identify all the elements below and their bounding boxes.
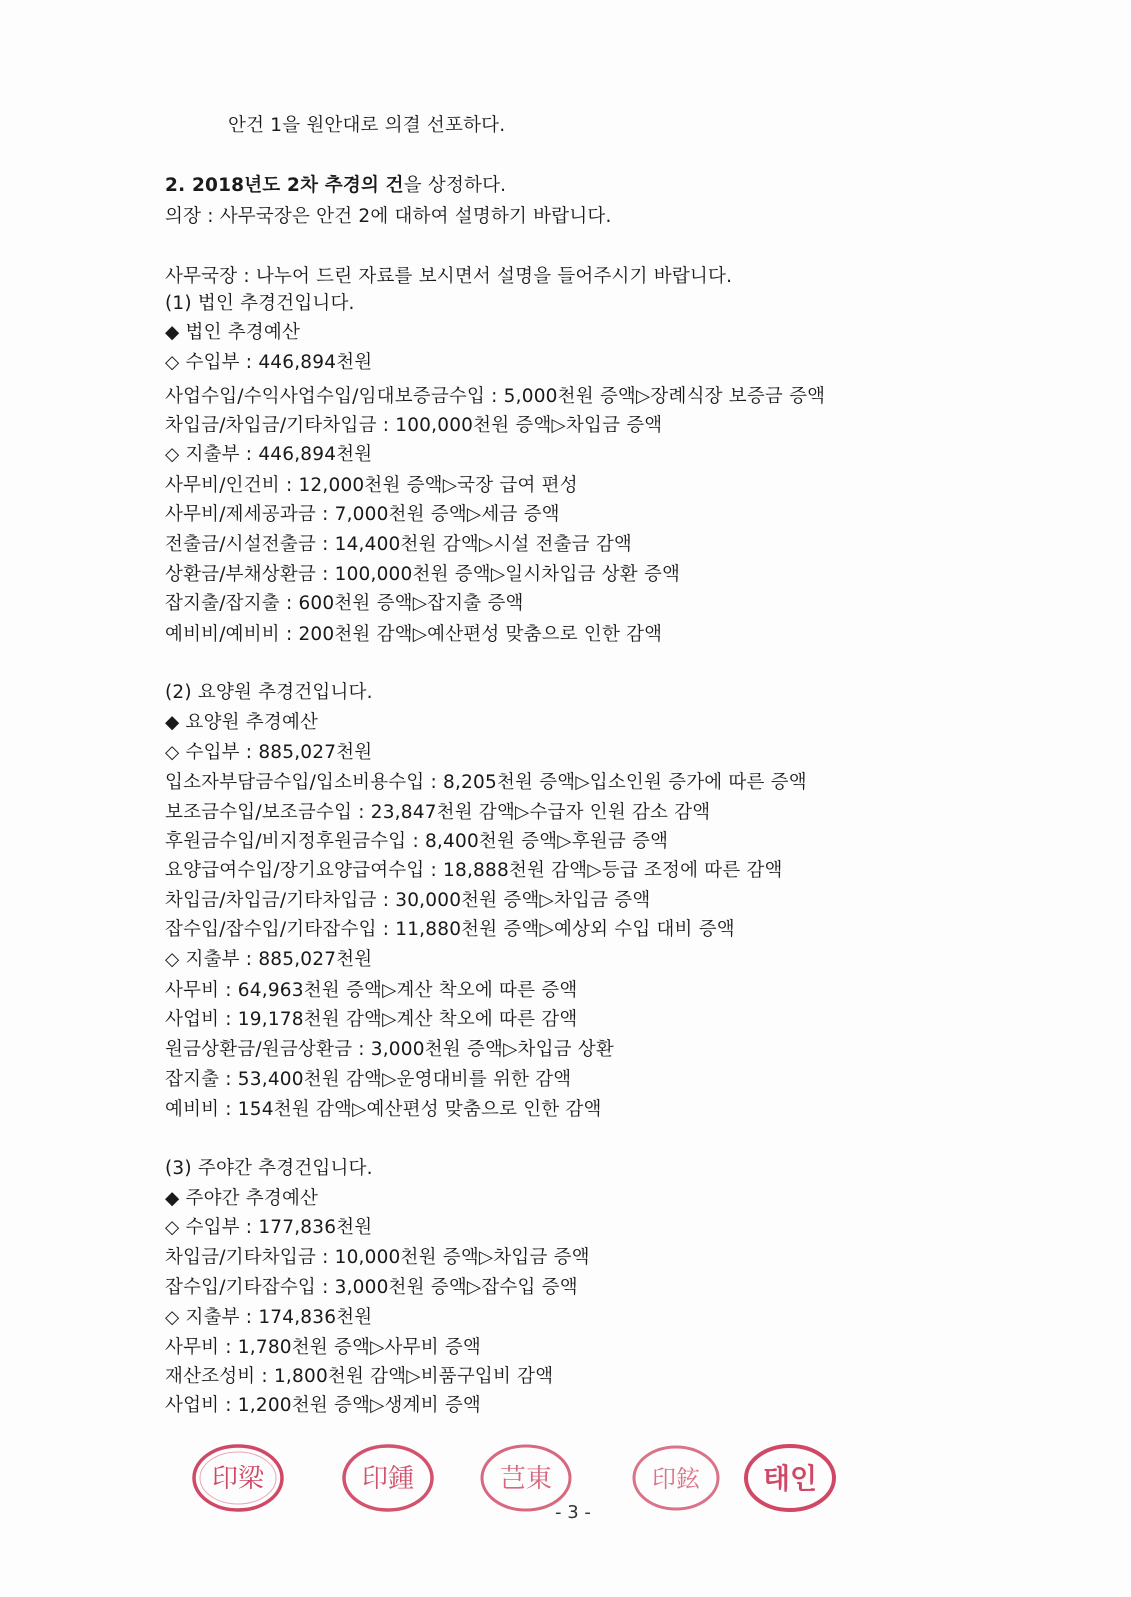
section-1-expense-line: 상환금/부채상환금 : 100,000천원 증액▷일시차입금 상환 증액	[165, 564, 681, 585]
section-1-expense-line: 잡지출/잡지출 : 600천원 증액▷잡지출 증액	[165, 593, 524, 614]
signature-seal-2	[340, 1440, 436, 1518]
section-2-income-line: 요양급여수입/장기요양급여수입 : 18,888천원 감액▷등급 조정에 따른 감액	[165, 860, 783, 881]
section-3-income-line: 차입금/기타차입금 : 10,000천원 증액▷차입금 증액	[165, 1247, 590, 1268]
section-3-income-line: 잡수입/기타잡수입 : 3,000천원 증액▷잡수입 증액	[165, 1277, 578, 1298]
section-1-income-line: 사업수입/수익사업수입/임대보증금수입 : 5,000천원 증액▷장례식장 보증금 증액	[165, 386, 826, 407]
section-3-heading: (3) 주야간 추경건입니다.	[165, 1158, 373, 1179]
section-2-income-line: 후원금수입/비지정후원금수입 : 8,400천원 증액▷후원금 증액	[165, 831, 669, 852]
section-3-income-title: ◇ 수입부 : 177,836천원	[165, 1217, 373, 1238]
section-2-expense-title: ◇ 지출부 : 885,027천원	[165, 949, 373, 970]
section-1-heading: (1) 법인 추경건입니다.	[165, 293, 355, 314]
signature-seal-1	[190, 1440, 286, 1518]
section-2-expense-line: 잡지출 : 53,400천원 감액▷운영대비를 위한 감액	[165, 1069, 572, 1090]
section-2-income-line: 잡수입/잡수입/기타잡수입 : 11,880천원 증액▷예상외 수입 대비 증액	[165, 919, 735, 940]
section-3-expense-title: ◇ 지출부 : 174,836천원	[165, 1307, 373, 1328]
section-1-expense-title: ◇ 지출부 : 446,894천원	[165, 444, 373, 465]
signature-seal-4	[628, 1440, 724, 1518]
agenda-item-2-heading	[165, 174, 506, 198]
chair-statement: 의장 : 사무국장은 안건 2에 대하여 설명하기 바랍니다.	[165, 206, 612, 227]
svg-text:印梁: 印梁	[211, 1464, 265, 1494]
section-1-expense-line: 전출금/시설전출금 : 14,400천원 감액▷시설 전출금 감액	[165, 534, 632, 555]
section-2-income-title: ◇ 수입부 : 885,027천원	[165, 742, 373, 763]
section-1-expense-line: 사무비/제세공과금 : 7,000천원 증액▷세금 증액	[165, 504, 560, 525]
secretary-statement: 사무국장 : 나누어 드린 자료를 보시면서 설명을 들어주시기 바랍니다.	[165, 266, 733, 287]
section-2-expense-line: 사업비 : 19,178천원 감액▷계산 착오에 따른 감액	[165, 1009, 578, 1030]
svg-text:印鍾: 印鍾	[361, 1464, 415, 1494]
section-2-expense-line: 원금상환금/원금상환금 : 3,000천원 증액▷차입금 상환	[165, 1039, 614, 1060]
resolution-text: 안건 1을 원안대로 의결 선포하다.	[228, 115, 506, 136]
agenda-item-2-title: 2. 2018년도 2차 추경의 건	[165, 175, 404, 196]
section-1-expense-line: 예비비/예비비 : 200천원 감액▷예산편성 맞춤으로 인한 감액	[165, 624, 663, 645]
section-2-budget-title: ◆ 요양원 추경예산	[165, 712, 319, 733]
section-3-budget-title: ◆ 주야간 추경예산	[165, 1188, 319, 1209]
section-1-budget-title: ◆ 법인 추경예산	[165, 322, 301, 343]
signature-seal-5	[742, 1440, 838, 1518]
section-2-expense-line: 예비비 : 154천원 감액▷예산편성 맞춤으로 인한 감액	[165, 1099, 602, 1120]
section-2-income-line: 차입금/차입금/기타차입금 : 30,000천원 증액▷차입금 증액	[165, 890, 651, 911]
section-2-heading: (2) 요양원 추경건입니다.	[165, 682, 373, 703]
section-3-expense-line: 사무비 : 1,780천원 증액▷사무비 증액	[165, 1337, 481, 1358]
section-1-income-title: ◇ 수입부 : 446,894천원	[165, 352, 373, 373]
page-number: - 3 -	[555, 1502, 591, 1523]
svg-text:印鉉: 印鉉	[652, 1465, 700, 1493]
section-1-income-line: 차입금/차입금/기타차입금 : 100,000천원 증액▷차입금 증액	[165, 415, 663, 436]
section-2-expense-line: 사무비 : 64,963천원 증액▷계산 착오에 따른 증액	[165, 980, 578, 1001]
svg-text:芑東: 芑東	[499, 1464, 553, 1494]
section-3-expense-line: 재산조성비 : 1,800천원 감액▷비품구입비 감액	[165, 1366, 554, 1387]
agenda-item-2-suffix: 을 상정하다.	[403, 175, 507, 196]
section-3-expense-line: 사업비 : 1,200천원 증액▷생계비 증액	[165, 1395, 481, 1416]
svg-text:태인: 태인	[762, 1462, 818, 1495]
section-2-income-line: 입소자부담금수입/입소비용수입 : 8,205천원 증액▷입소인원 증가에 따른 증액	[165, 772, 807, 793]
section-2-income-line: 보조금수입/보조금수입 : 23,847천원 감액▷수급자 인원 감소 감액	[165, 802, 711, 823]
section-1-expense-line: 사무비/인건비 : 12,000천원 증액▷국장 급여 편성	[165, 475, 578, 496]
